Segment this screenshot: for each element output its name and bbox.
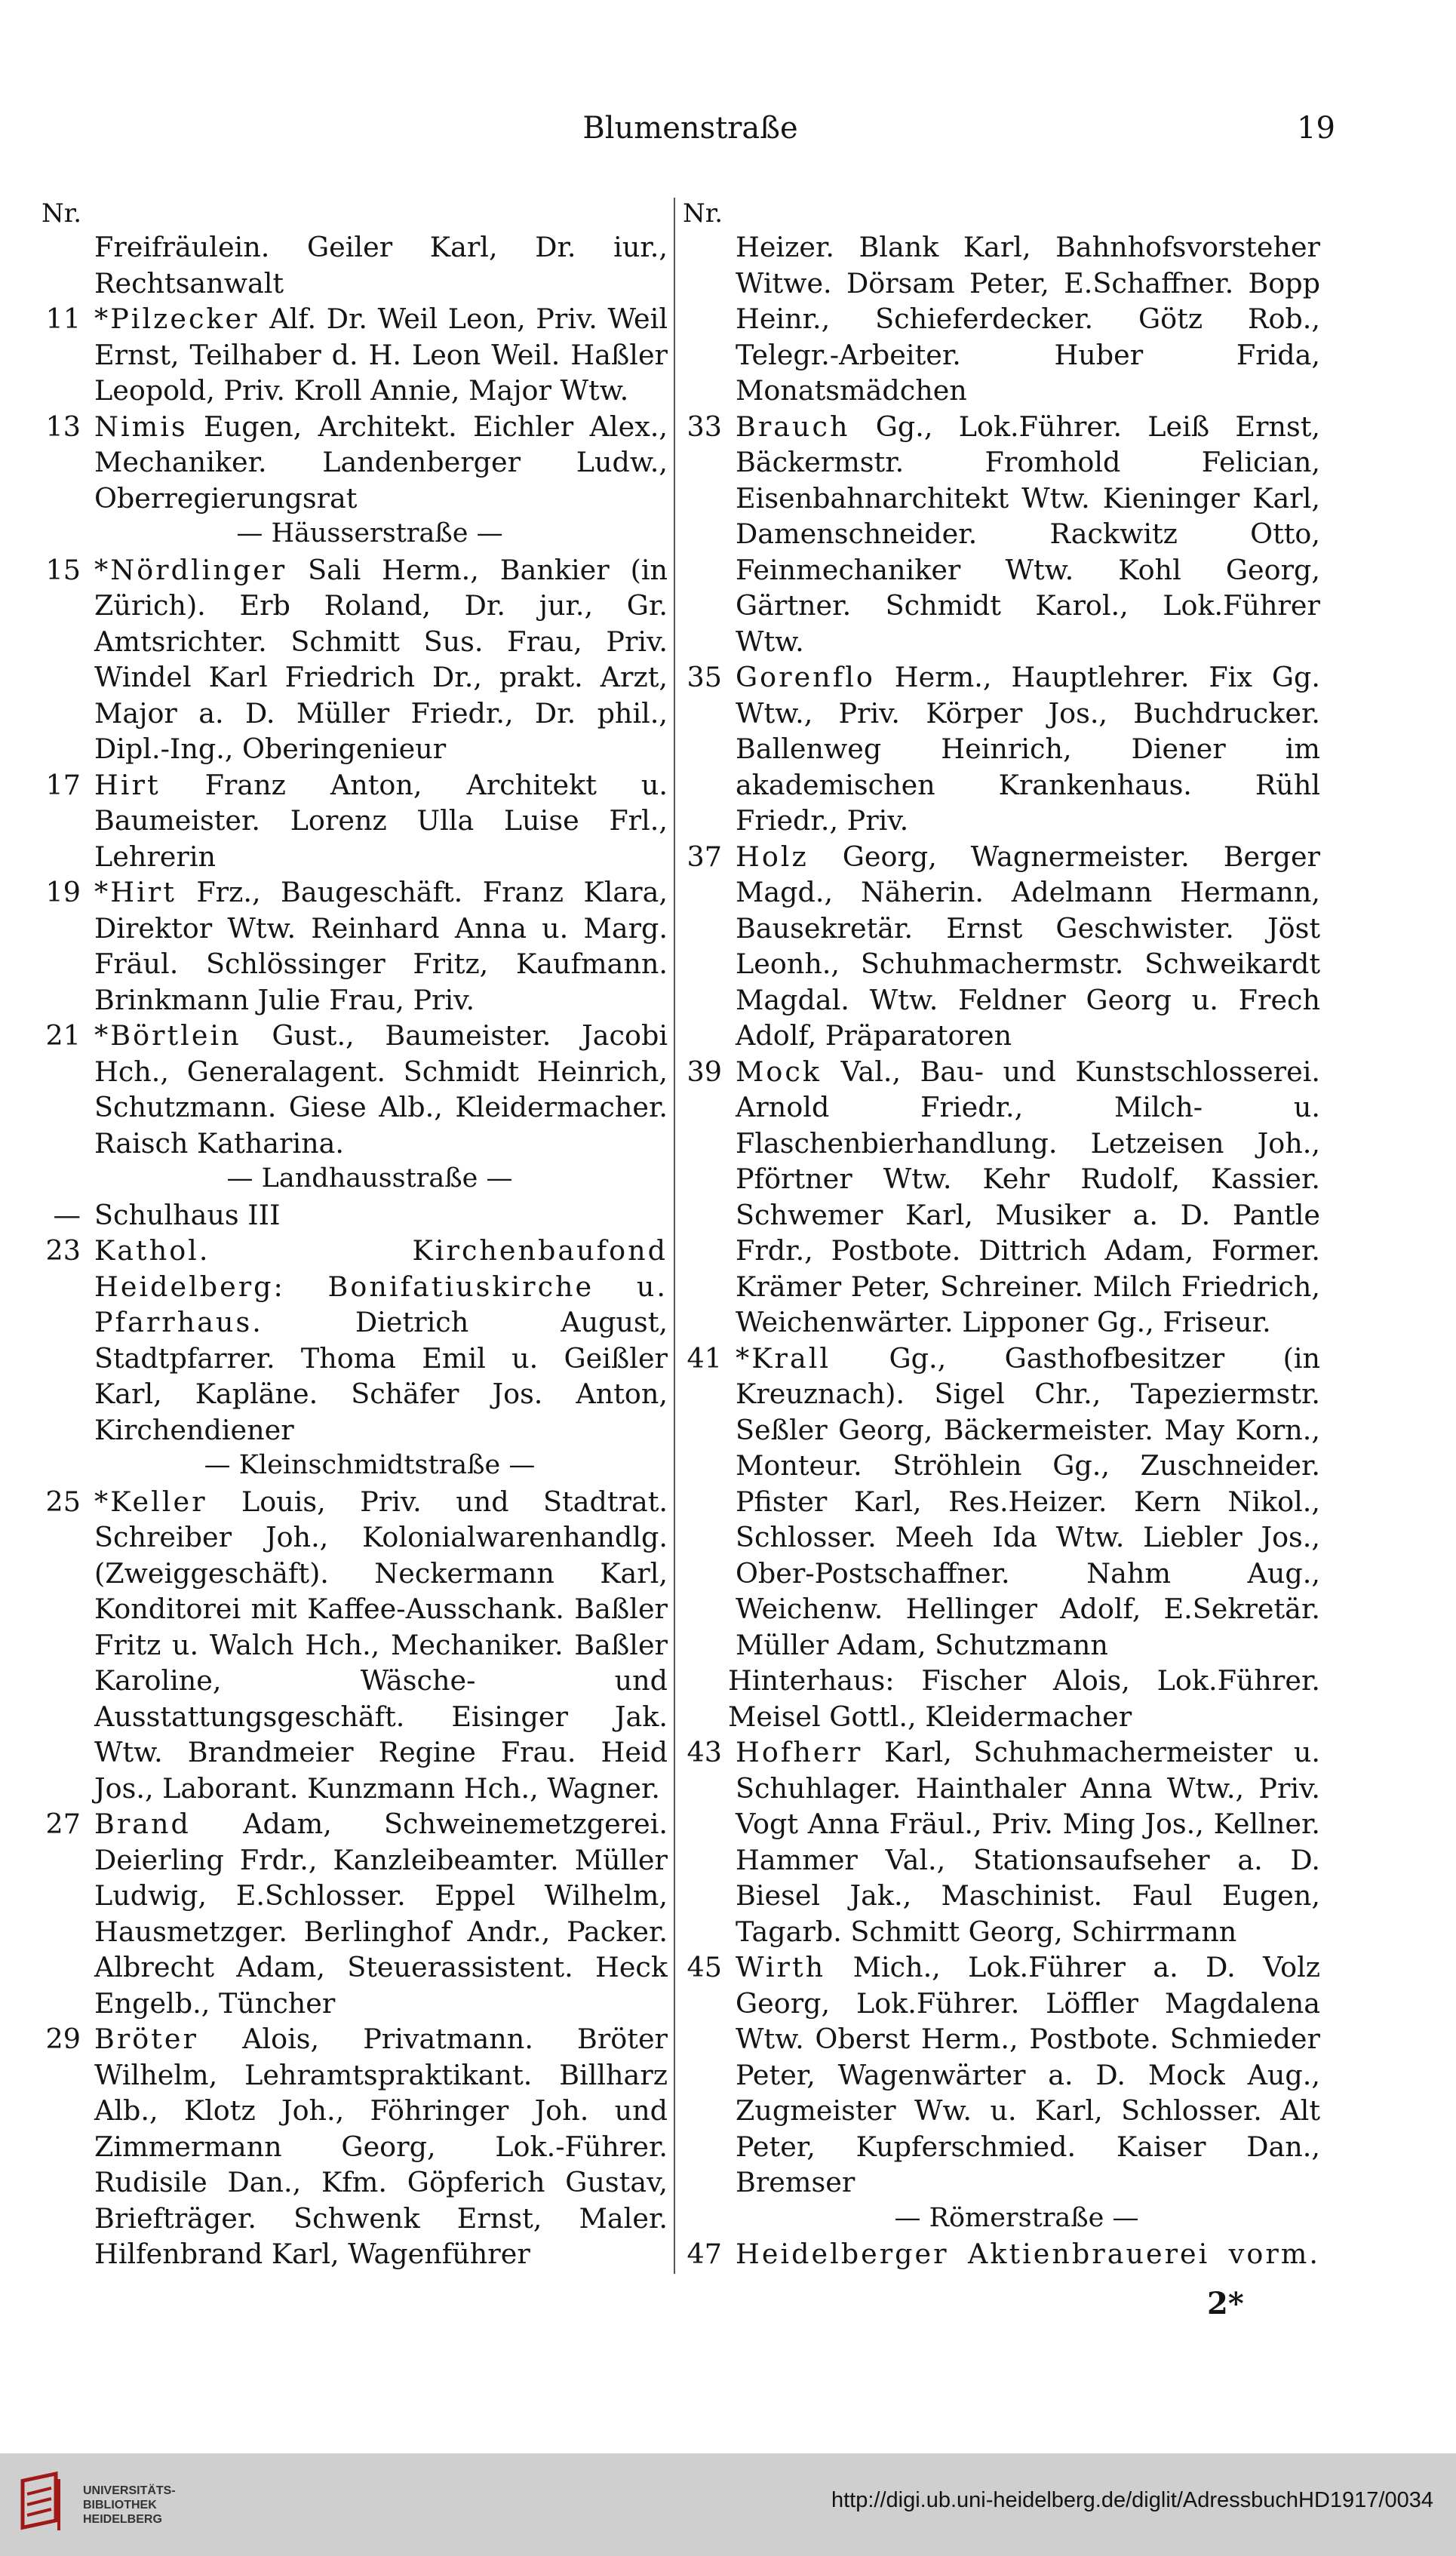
address-entry	[683, 1054, 1320, 1341]
entry-text: Louis, Priv. und Stadtrat. Schreiber Joh., Kolonialwarenhandlg. (Zweiggeschäft). Neckermann Karl, Konditorei mit Kaffee-Ausschank. Baßler Fritz u. Walch Hch., Mechaniker. Baßler Karoline, Wäsche- und Ausstattungsgeschäft. Eisinger Jak. Wtw. Brandmeier Regine Frau. Heid Jos., Laborant. Kunzmann Hch., Wagner.	[94, 1485, 668, 1805]
house-number: 29	[45, 2023, 81, 2055]
house-number: 33	[687, 410, 722, 443]
house-number: 39	[687, 1055, 722, 1088]
right-column	[683, 198, 1320, 2272]
library-line-3: HEIDELBERG	[83, 2513, 162, 2526]
entry-text: Val., Bau- und Kunstschlosserei. Arnold Friedr., Milch- u. Flaschenbierhandlung. Letzeisen Joh., Pförtner Wtw. Kehr Rudolf, Kassier. Schwemer Karl, Musiker a. D. Pantle Frdr., Postbote. Dittrich Adam, Former. Krämer Peter, Schreiner. Milch Friedrich, Weichenwärter. Lipponer Gg., Friseur.	[736, 1055, 1320, 1338]
owner-name: Brauch	[736, 410, 850, 443]
owner-name: Nimis	[94, 410, 188, 443]
house-number: 19	[45, 876, 81, 908]
entry-text: Adam, Schweinemetzgerei. Deierling Frdr., Kanzleibeamter. Müller Ludwig, E.Schlosser. Eppel Wilhelm, Hausmetzger. Berlinghof Andr., Packer. Albrecht Adam, Steuerassistent. Heck Engelb., Tüncher	[94, 1808, 668, 2020]
house-number: —	[53, 1198, 81, 1231]
address-entry	[683, 409, 1320, 660]
owner-name: *Börtlein	[94, 1019, 241, 1052]
street-heading: — Kleinschmidtstraße —	[204, 1450, 536, 1480]
address-entry	[683, 1341, 1320, 1664]
address-entry	[683, 1734, 1320, 1949]
entry-text: Alois, Privatmann. Bröter Wilhelm, Lehramtspraktikant. Billharz Alb., Klotz Joh., Föhringer Joh. und Zimmermann Georg, Lok.-Führer. Rudisile Dan., Kfm. Göpferich Gustav, Briefträger. Schwenk Ernst, Maler. Hilfenbrand Karl, Wagenführer	[94, 2023, 668, 2270]
house-number: 13	[45, 410, 81, 443]
page-number: 19	[1297, 111, 1335, 146]
continuation-entry-right	[683, 229, 1320, 409]
nr-heading-right: Nr.	[683, 198, 723, 229]
library-logo-icon	[17, 2472, 74, 2539]
entry-text: Herm., Hauptlehrer. Fix Gg. Wtw., Priv. Körper Jos., Buchdrucker. Ballenweg Heinrich, Diener im akademischen Krankenhaus. Rühl Friedr., Priv.	[736, 661, 1320, 837]
library-line-1: UNIVERSITÄTS-	[83, 2484, 176, 2497]
address-entry	[683, 2236, 1320, 2272]
street-heading: — Römerstraße —	[894, 2202, 1139, 2233]
house-number: 37	[687, 840, 722, 873]
entry-text: Franz Anton, Architekt u. Baumeister. Lorenz Ulla Luise Frl., Lehrerin	[94, 768, 668, 873]
owner-name: Wirth	[736, 1951, 826, 1983]
entry-text: Gust., Baumeister. Jacobi Hch., Generalagent. Schmidt Heinrich, Schutzmann. Giese Alb., Kleidermacher. Raisch Katharina.	[94, 1019, 668, 1160]
entry-text: Gg., Lok.Führer. Leiß Ernst, Bäckermstr. Fromhold Felician, Eisenbahnarchitekt Wtw. Kieninger Karl, Damenschneider. Rackwitz Otto, Feinmechaniker Wtw. Kohl Georg, Gärtner. Schmidt Karol., Lok.Führer Wtw.	[736, 410, 1320, 658]
page-header	[45, 106, 1335, 151]
library-line-2: BIBLIOTHEK	[83, 2499, 157, 2511]
house-number: 35	[687, 661, 722, 693]
address-entry	[41, 552, 668, 767]
address-entry	[683, 839, 1320, 1054]
column-divider	[674, 198, 675, 2274]
continuation-entry-left	[41, 229, 668, 301]
owner-name: Hofherr	[736, 1736, 863, 1768]
footer-bar	[0, 2453, 1456, 2556]
owner-name: Holz	[736, 840, 809, 873]
house-number: 43	[687, 1736, 722, 1768]
house-number: 11	[45, 303, 81, 335]
street-heading: — Häusserstraße —	[236, 518, 503, 548]
address-entry	[41, 2272, 668, 2273]
owner-name: Bröter	[94, 2023, 198, 2055]
street-heading: — Landhausstraße —	[226, 1163, 513, 1194]
running-title: Blumenstraße	[582, 111, 798, 146]
nr-heading-left: Nr.	[41, 198, 82, 229]
owner-name: *Krall	[736, 1341, 831, 1375]
owner-name: *Hirt	[94, 876, 177, 908]
address-entry	[41, 1806, 668, 2021]
owner-name: *Pilzecker	[94, 303, 260, 335]
address-entry	[41, 2021, 668, 2272]
owner-name: *Keller	[94, 1485, 207, 1518]
entry-text: Freifräulein. Geiler Karl, Dr. iur., Rechtsanwalt	[94, 231, 668, 300]
address-entry	[41, 1018, 668, 1161]
entry-text: Schulhaus III	[94, 1198, 281, 1231]
owner-name: Kathol. Kirchenbaufond Heidelberg: Bonifatiuskirche u. Pfarrhaus.	[94, 1234, 668, 1338]
signature-mark: 2*	[1207, 2286, 1244, 2321]
library-name	[83, 2484, 176, 2527]
entry-text: Gg., Gasthofbesitzer (in Kreuznach). Sigel Chr., Tapeziermstr. Seßler Georg, Bäckermeister. May Korn., Monteur. Ströhlein Gg., Zuschneider. Pfister Karl, Res.Heizer. Kern Nikol., Schlosser. Meeh Ida Wtw. Liebler Jos., Ober-Postschaffner. Nahm Aug., Weichenw. Hellinger Adolf, E.Sekretär. Müller Adam, Schutzmann	[736, 1341, 1320, 1661]
address-entry	[683, 1949, 1320, 2201]
entry-text: Georg, Wagnermeister. Berger Magd., Näherin. Adelmann Hermann, Bausekretär. Ernst Geschwister. Jöst Leonh., Schuhmachermstr. Schweikardt Magdal. Wtw. Feldner Georg u. Frech Adolf, Präparatoren	[736, 840, 1320, 1052]
address-entry	[41, 1233, 668, 1448]
entry-text: Dietrich August, Stadtpfarrer. Thoma Emil u. Geißler Karl, Kapläne. Schäfer Jos. Anton, Kirchendiener	[94, 1306, 668, 1446]
entry-text: Sali Herm., Bankier (in Zürich). Erb Roland, Dr. jur., Gr. Amtsrichter. Schmitt Sus. Frau, Priv. Windel Karl Friedrich Dr., prakt. Arzt, Major a. D. Müller Friedr., Dr. phil., Dipl.-Ing., Oberingenieur	[94, 553, 668, 765]
house-number: 23	[45, 1234, 81, 1267]
address-entry	[41, 874, 668, 1018]
house-number: 21	[45, 1019, 81, 1052]
house-number: 47	[687, 2238, 722, 2270]
address-entry	[41, 301, 668, 409]
entry-text: Alf. Dr. Weil Leon, Priv. Weil Ernst, Teilhaber d. H. Leon Weil. Haßler Leopold, Priv. Kroll Annie, Major Wtw.	[94, 303, 668, 407]
owner-name: Mock	[736, 1055, 822, 1088]
house-number	[41, 2272, 87, 2273]
rear-building-entry: Hinterhaus: Fischer Alois, Lok.Führer. Meisel Gottl., Kleidermacher	[728, 1664, 1320, 1733]
owner-name: Gorenflo	[736, 661, 875, 693]
owner-name: Heidelberger Aktienbrauerei vorm.	[736, 2238, 1320, 2270]
address-entry	[41, 1484, 668, 1807]
house-number: 25	[45, 1485, 81, 1518]
address-entry	[683, 659, 1320, 839]
owner-name: Hirt	[94, 768, 161, 801]
house-number: 27	[45, 1808, 81, 1840]
left-column	[41, 198, 668, 2272]
entry-text: Karl, Schuhmachermeister u. Schuhlager. Hainthaler Anna Wtw., Priv. Vogt Anna Fräul., Priv. Ming Jos., Kellner. Hammer Val., Stationsaufseher a. D. Biesel Jak., Maschinist. Faul Eugen, Tagarb. Schmitt Georg, Schirrmann	[736, 1736, 1320, 1948]
entry-text: Frz., Baugeschäft. Franz Klara, Direktor Wtw. Reinhard Anna u. Marg. Fräul. Schlössinger Fritz, Kaufmann. Brinkmann Julie Frau, Priv.	[94, 876, 668, 1016]
entry-text: Mich., Lok.Führer a. D. Volz Georg, Lok.Führer. Löffler Magdalena Wtw. Oberst Herm., Postbote. Schmieder Peter, Wagenwärter a. D. Mock Aug., Zugmeister Ww. u. Karl, Schlosser. Alt Peter, Kupferschmied. Kaiser Dan., Bremser	[736, 1951, 1320, 2198]
owner-name: *Nördlinger	[94, 553, 287, 586]
address-entry	[41, 767, 668, 875]
house-number: 15	[45, 553, 81, 586]
address-entry	[41, 409, 668, 517]
house-number: 41	[687, 1341, 722, 1375]
address-entry	[41, 1197, 668, 1233]
entry-text: Eugen, Architekt. Eichler Alex., Mechaniker. Landenberger Ludw., Oberregierungsrat	[94, 410, 668, 515]
digital-copy-url[interactable]: http://digi.ub.uni-heidelberg.de/diglit/AdressbuchHD1917/0034	[831, 2488, 1433, 2512]
house-number: 17	[45, 768, 81, 801]
house-number: 45	[687, 1951, 722, 1983]
owner-name: Brand	[94, 1808, 191, 1840]
entry-text: Heizer. Blank Karl, Bahnhofsvorsteher Witwe. Dörsam Peter, E.Schaffner. Bopp Heinr., Schieferdecker. Götz Rob., Telegr.-Arbeiter. Huber Frida, Monatsmädchen	[736, 231, 1320, 407]
